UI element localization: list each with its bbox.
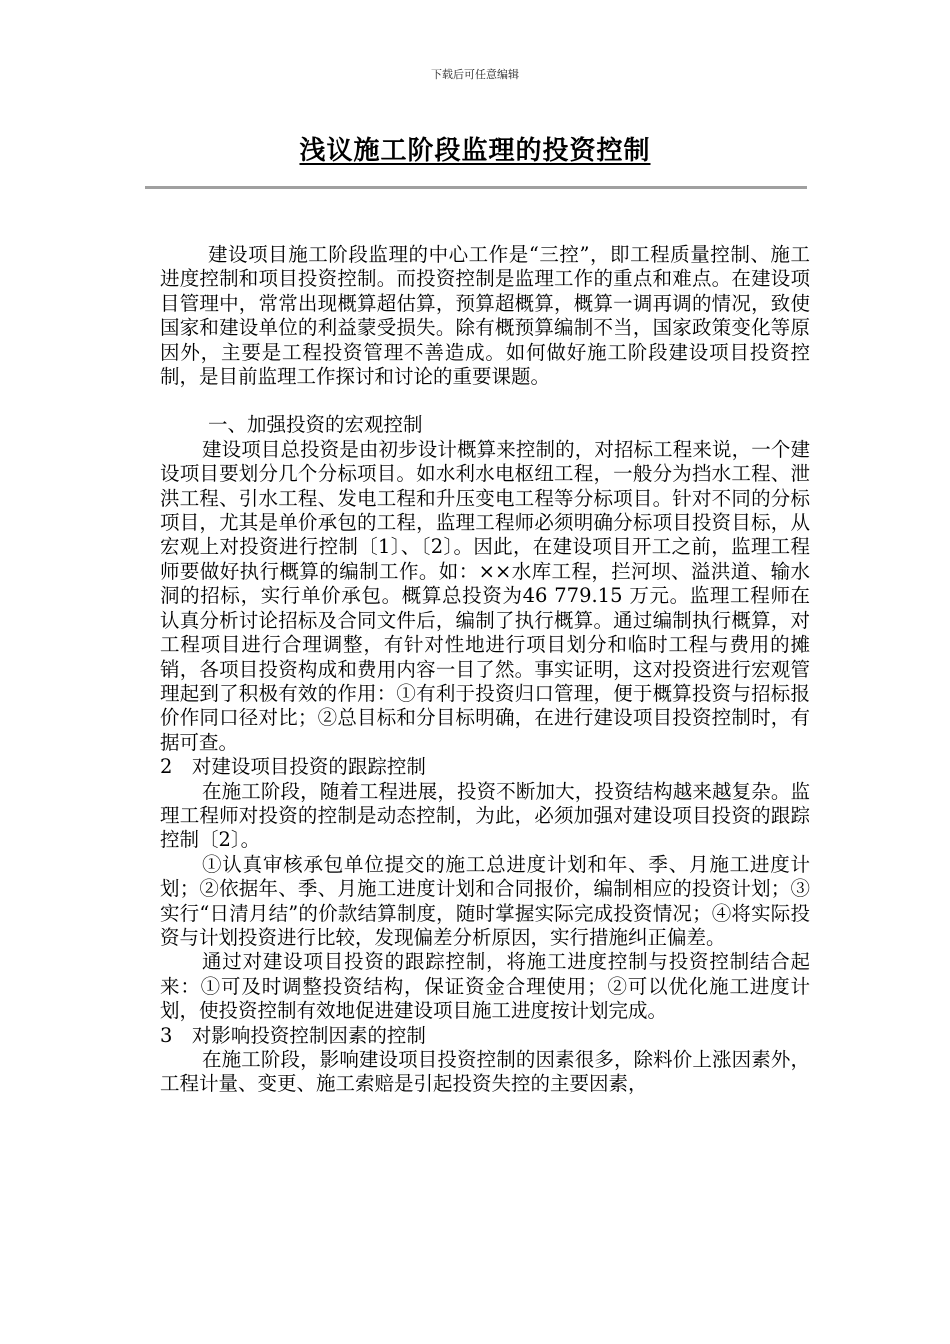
document-body: [160, 243, 810, 1097]
intro-paragraph: 建设项目施工阶段监理的中心工作是“三控”，即工程质量控制、施工进度控制和项目投资控制。而投资控制是监理工作的重点和难点。在建设项目管理中，常常出现概算超估算，预算超概算，概算一调再调的情况，致使国家和建设单位的利益蒙受损失。除有概预算编制不当，国家政策变化等原因外，主要是工程投资管理不善造成。如何做好施工阶段建设项目投资控制，是目前监理工作探讨和讨论的重要课题。: [160, 243, 810, 389]
section-2-paragraph-2: ①认真审核承包单位提交的施工总进度计划和年、季、月施工进度计划；②依据年、季、月施工进度计划和合同报价，编制相应的投资计划；③实行“日清月结”的价款结算制度，随时掌握实际完成投资情况；④将实际投资与计划投资进行比较，发现偏差分析原因，实行措施纠正偏差。: [160, 852, 810, 949]
section-3-paragraph-1: 在施工阶段，影响建设项目投资控制的因素很多，除料价上涨因素外，工程计量、变更、施工索赔是引起投资失控的主要因素，: [160, 1048, 810, 1096]
document-title: [0, 130, 950, 167]
section-2-paragraph-1: 在施工阶段，随着工程进展，投资不断加大，投资结构越来越复杂。监理工程师对投资的控制是动态控制，为此，必须加强对建设项目投资的跟踪控制〔2〕。: [160, 779, 810, 852]
section-heading-2: 2 对建设项目投资的跟踪控制: [160, 755, 426, 779]
paragraph-gap: [160, 389, 810, 413]
section-heading-1: 一、加强投资的宏观控制: [208, 413, 423, 437]
document-title-text: 浅议施工阶段监理的投资控制: [299, 136, 651, 166]
section-heading-3: 3 对影响投资控制因素的控制: [160, 1023, 426, 1047]
section-2-paragraph-3: 通过对建设项目投资的跟踪控制，将施工进度控制与投资控制结合起来：①可及时调整投资结构，保证资金合理使用；②可以优化施工进度计划，使投资控制有效地促进建设项目施工进度按计划完成。: [160, 950, 810, 1023]
title-divider: [145, 186, 807, 189]
header-note: 下载后可任意编辑: [431, 68, 519, 81]
section-1-paragraph: 建设项目总投资是由初步设计概算来控制的，对招标工程来说，一个建设项目要划分几个分标项目。如水利水电枢纽工程，一般分为挡水工程、泄洪工程、引水工程、发电工程和升压变电工程等分标项目。针对不同的分标项目，尤其是单价承包的工程，监理工程师必须明确分标项目投资目标，从宏观上对投资进行控制〔1〕、〔2〕。因此，在建设项目开工之前，监理工程师要做好执行概算的编制工作。如：××水库工程，拦河坝、溢洪道、输水洞的招标，实行单价承包。概算总投资为46 779.15 万元。监理工程师在认真分析讨论招标及合同文件后，编制了执行概算。通过编制执行概算，对工程项目进行合理调整，有针对性地进行项目划分和临时工程与费用的摊销，各项目投资构成和费用内容一目了然。事实证明，这对投资进行宏观管理起到了积极有效的作用：①有利于投资归口管理，便于概算投资与招标报价作同口径对比；②总目标和分目标明确，在进行建设项目投资控制时，有据可查。: [160, 437, 810, 754]
